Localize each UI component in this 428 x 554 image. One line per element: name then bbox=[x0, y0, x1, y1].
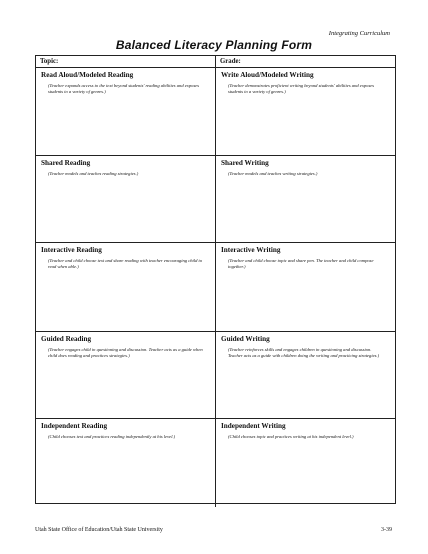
form-cell bbox=[215, 68, 395, 155]
form-row-independent bbox=[36, 419, 395, 507]
grade-label: Grade: bbox=[215, 56, 395, 67]
cell-title: Write Aloud/Modeled Writing bbox=[221, 71, 314, 79]
cell-title: Read Aloud/Modeled Reading bbox=[41, 71, 134, 79]
cell-description: (Teacher and child choose text and share reading with teacher encouraging child to read when able.) bbox=[48, 257, 203, 269]
topic-grade-row bbox=[36, 56, 395, 68]
cell-title: Guided Reading bbox=[41, 335, 92, 343]
form-title: Balanced Literacy Planning Form bbox=[115, 38, 313, 52]
cell-title: Interactive Reading bbox=[41, 246, 102, 254]
cell-title: Independent Reading bbox=[41, 422, 108, 430]
page-number: 3-39 bbox=[381, 527, 392, 533]
section-header: Integrating Curriculum bbox=[328, 30, 390, 37]
cell-description: (Teacher reinforces skills and engages children in questioning and discussion. Teacher acts as a guide with children doing the writing and practicing strategies.) bbox=[228, 346, 380, 358]
cell-description: (Child chooses topic and practices writing at his independent level.) bbox=[228, 433, 354, 439]
form-row-guided bbox=[36, 332, 395, 419]
form-cell bbox=[215, 156, 395, 242]
footer-source: Utah State Office of Education/Utah State University bbox=[35, 527, 163, 533]
cell-description: (Teacher models and teaches writing strategies.) bbox=[228, 170, 318, 176]
cell-description: (Teacher models and teaches reading strategies.) bbox=[48, 170, 139, 176]
form-cell bbox=[36, 332, 215, 418]
form-cell bbox=[215, 419, 395, 507]
form-cell bbox=[215, 243, 395, 331]
cell-description: (Child chooses text and practices reading independently at his level.) bbox=[48, 433, 176, 439]
form-row-modeled bbox=[36, 68, 395, 156]
form-row-interactive bbox=[36, 243, 395, 332]
topic-label: Topic: bbox=[40, 58, 59, 65]
form-cell bbox=[215, 332, 395, 418]
form-cell bbox=[36, 156, 215, 242]
form-cell bbox=[36, 68, 215, 155]
cell-description: (Teacher engages child in questioning and discussion. Teacher acts as a guide when child does reading and practices strategies.) bbox=[48, 346, 203, 358]
cell-title: Guided Writing bbox=[221, 335, 270, 343]
cell-description: (Teacher expands access to the text beyond students' reading abilities and exposes students to a variety of genres.) bbox=[48, 82, 200, 94]
cell-title: Shared Reading bbox=[41, 159, 91, 167]
cell-title: Independent Writing bbox=[221, 422, 286, 430]
cell-description: (Teacher and child choose topic and share pen. The teacher and child compose together.) bbox=[228, 257, 374, 269]
cell-title: Shared Writing bbox=[221, 159, 269, 167]
form-cell bbox=[36, 419, 215, 507]
form-row-shared bbox=[36, 156, 395, 243]
planning-form bbox=[35, 55, 396, 504]
cell-title: Interactive Writing bbox=[221, 246, 281, 254]
form-cell bbox=[36, 243, 215, 331]
cell-description: (Teacher demonstrates proficient writing beyond students' abilities and exposes students to a variety of genres.) bbox=[228, 82, 375, 94]
